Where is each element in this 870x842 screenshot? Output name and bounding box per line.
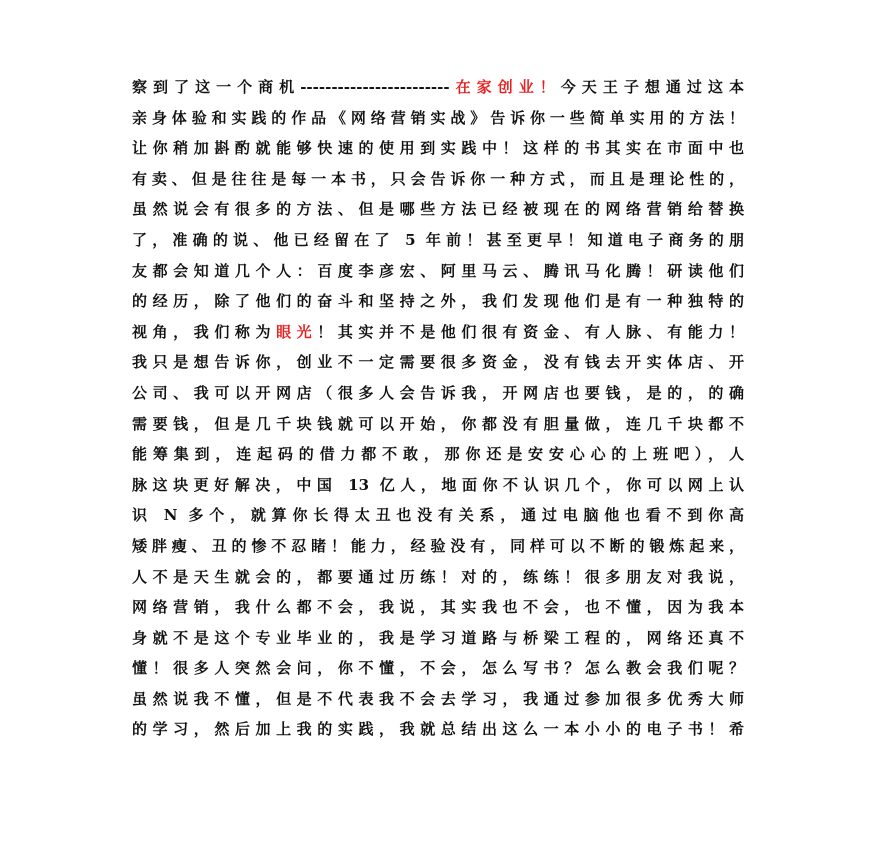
- text-line: [132, 714, 744, 745]
- text-segment: 察到了这一个商机------------------------: [132, 78, 450, 96]
- text-line: [132, 409, 744, 440]
- text-line: [132, 439, 744, 470]
- text-line: [132, 592, 744, 623]
- text-line: [132, 225, 744, 256]
- text-line: [132, 133, 744, 164]
- text-line: [132, 531, 744, 562]
- text-segment: 虽然说我不懂，但是不代表我不会去学习，我通过参加很多优秀大师: [132, 689, 744, 708]
- text-segment: 今天王子想通过这本: [560, 78, 744, 96]
- text-segment: 识 N 多个，就算你长得太丑也没有关系，通过电脑他也看不到你高: [132, 506, 744, 525]
- text-line: [132, 103, 744, 134]
- text-line: [132, 72, 744, 103]
- text-segment: 有卖、但是往往是每一本书，只会告诉你一种方式，而且是理论性的，: [132, 169, 744, 188]
- text-segment: 了，准确的说、他已经留在了 5 年前！甚至更早！知道电子商务的朋: [132, 230, 744, 249]
- text-line: [132, 653, 744, 684]
- text-segment: 矮胖瘦、丑的惨不忍睹！能力，经验没有，同样可以不断的锻炼起来，: [132, 536, 744, 555]
- text-segment: 懂！很多人突然会问，你不懂，不会，怎么写书？怎么教会我们呢？: [132, 659, 744, 678]
- text-segment: 需要钱，但是几千块钱就可以开始，你都没有胆量做，连几千块都不: [132, 414, 744, 433]
- body-text: [132, 72, 744, 745]
- text-segment: 亲身体验和实践的作品《网络营销实战》告诉你一些简单实用的方法！: [132, 108, 744, 127]
- text-line: [132, 500, 744, 531]
- highlighted-text: 在家创业！: [449, 78, 561, 96]
- text-line: [132, 378, 744, 409]
- text-segment: 友都会知道几个人：百度李彦宏、阿里马云、腾讯马化腾！研读他们: [132, 261, 744, 280]
- highlighted-text: 眼光: [276, 322, 318, 341]
- text-line: [132, 317, 744, 348]
- text-line: [132, 347, 744, 378]
- text-segment: 的学习，然后加上我的实践，我就总结出这么一本小小的电子书！希: [132, 720, 744, 739]
- text-line: [132, 684, 744, 715]
- text-line: [132, 194, 744, 225]
- text-line: [132, 286, 744, 317]
- text-segment: 脉这块更好解决，中国 13 亿人，地面你不认识几个，你可以网上认: [132, 475, 744, 494]
- text-line: [132, 562, 744, 593]
- text-segment: 的经历，除了他们的奋斗和坚持之外，我们发现他们是有一种独特的: [132, 292, 744, 311]
- text-line: [132, 256, 744, 287]
- text-segment: 身就不是这个专业毕业的，我是学习道路与桥梁工程的，网络还真不: [132, 628, 744, 647]
- text-segment: 我只是想告诉你，创业不一定需要很多资金，没有钱去开实体店、开: [132, 353, 744, 372]
- text-segment: 人不是天生就会的，都要通过历练！对的，练练！很多朋友对我说，: [132, 567, 744, 586]
- text-line: [132, 470, 744, 501]
- text-line: [132, 164, 744, 195]
- text-segment: 公司、我可以开网店（很多人会告诉我，开网店也要钱，是的，的确: [132, 383, 744, 402]
- text-segment: 视角，我们称为: [132, 322, 277, 341]
- text-segment: ！其实并不是他们很有资金、有人脉、有能力！: [317, 322, 744, 341]
- text-segment: 让你稍加斟酌就能够快速的使用到实践中！这样的书其实在市面中也: [132, 139, 744, 158]
- text-segment: 能筹集到，连起码的借力都不敢，那你还是安安心心的上班吧），人: [132, 445, 744, 464]
- text-line: [132, 623, 744, 654]
- text-segment: 网络营销，我什么都不会，我说，其实我也不会，也不懂，因为我本: [132, 598, 744, 617]
- text-segment: 虽然说会有很多的方法、但是哪些方法已经被现在的网络营销给替换: [132, 200, 744, 219]
